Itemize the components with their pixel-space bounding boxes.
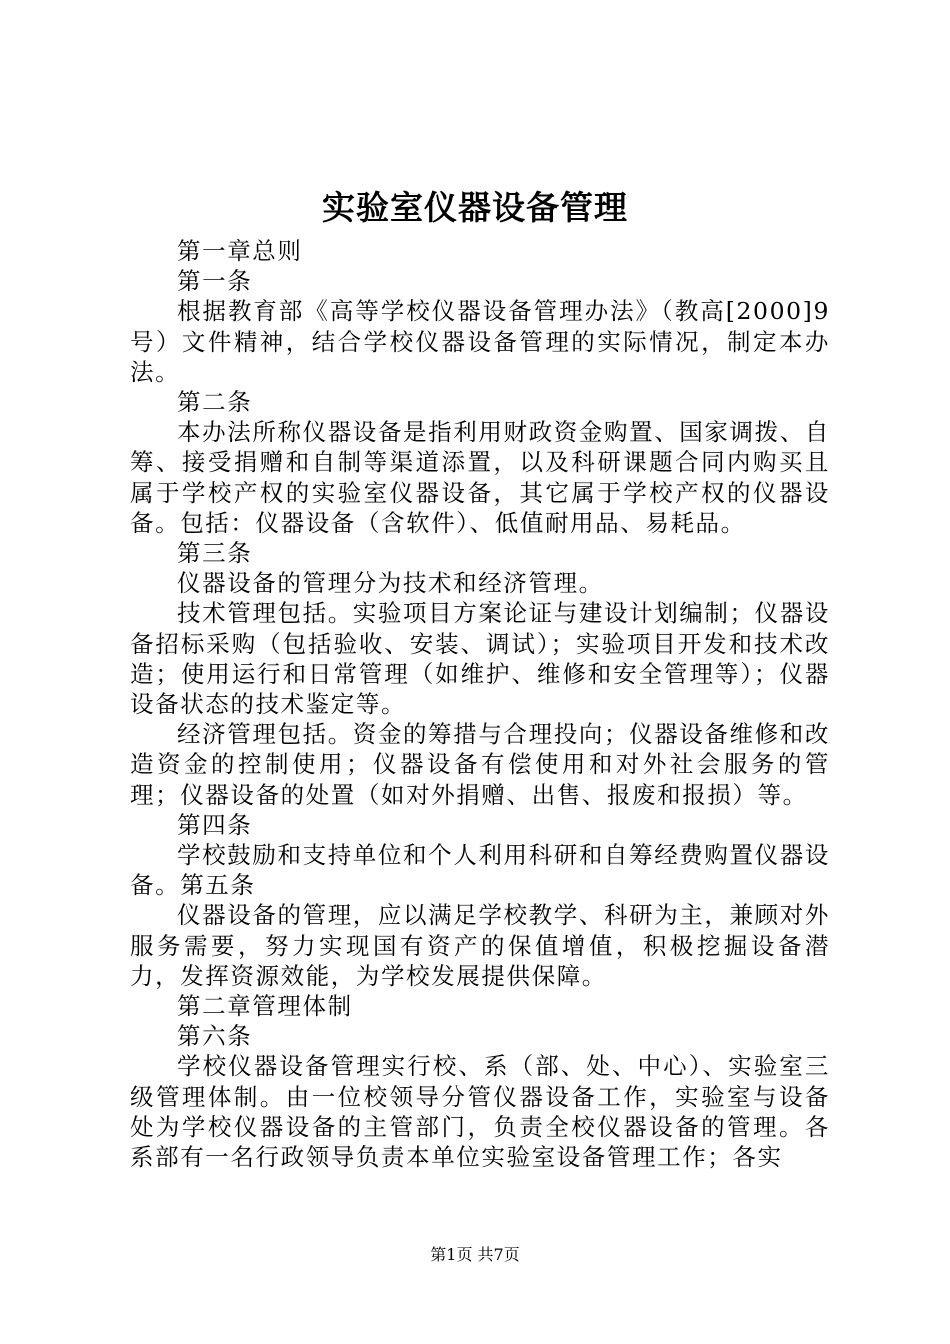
- paragraph-article-1-heading: 第一条: [177, 267, 253, 296]
- paragraph-article-4-heading: 第四条: [177, 810, 253, 839]
- paragraph-article-6-text: 学校仪器设备管理实行校、系（部、处、中心）、实验室三级管理体制。由一位校领导分管仪器设备工作，实验室与设备处为学校仪器设备的主管部门，负责全校仪器设备的管理。各系部有一名行政领导负责本单位实验室设备管理工作；各实: [130, 1052, 830, 1172]
- paragraph-article-5-text: 仪器设备的管理，应以满足学校教学、科研为主，兼顾对外服务需要，努力实现国有资产的保值增值，积极挖掘设备潜力，发挥资源效能，为学校发展提供保障。: [130, 901, 830, 990]
- paragraph-article-2-text: 本办法所称仪器设备是指利用财政资金购置、国家调拨、自筹、接受捐赠和自制等渠道添置，以及科研课题合同内购买且属于学校产权的实验室仪器设备，其它属于学校产权的仪器设备。包括：仪器设备（含软件）、低值耐用品、易耗品。: [130, 418, 830, 537]
- document-body: [130, 236, 830, 1172]
- paragraph-article-3-heading: 第三条: [177, 539, 253, 568]
- paragraph-chapter-2-heading: 第二章管理体制: [177, 992, 353, 1021]
- paragraph-chapter-1-heading: 第一章总则: [177, 237, 303, 265]
- paragraph-article-6-heading: 第六条: [177, 1022, 253, 1051]
- paragraph-article-1-text: 根据教育部《高等学校仪器设备管理办法》（教高[2000]9号）文件精神，结合学校仪器设备管理的实际情况，制定本办法。: [130, 297, 830, 386]
- paragraph-technical-management: 技术管理包括。实验项目方案论证与建设计划编制；仪器设备招标采购（包括验收、安装、调试）；实验项目开发和技术改造；使用运行和日常管理（如维护、维修和安全管理等）；仪器设备状态的技术鉴定等。: [130, 599, 830, 719]
- paragraph-economic-management: 经济管理包括。资金的筹措与合理投向；仪器设备维修和改造资金的控制使用；仪器设备有偿使用和对外社会服务的管理；仪器设备的处置（如对外捐赠、出售、报废和报损）等。: [130, 720, 830, 809]
- paragraph-article-4-text: 学校鼓励和支持单位和个人利用科研和自筹经费购置仪器设备。第五条: [130, 841, 830, 900]
- document-title: 实验室仪器设备管理: [322, 188, 628, 227]
- paragraph-article-2-heading: 第二条: [177, 388, 253, 417]
- page-number-footer: 第1页 共7页: [430, 1245, 520, 1264]
- paragraph-article-3-text: 仪器设备的管理分为技术和经济管理。: [177, 569, 604, 598]
